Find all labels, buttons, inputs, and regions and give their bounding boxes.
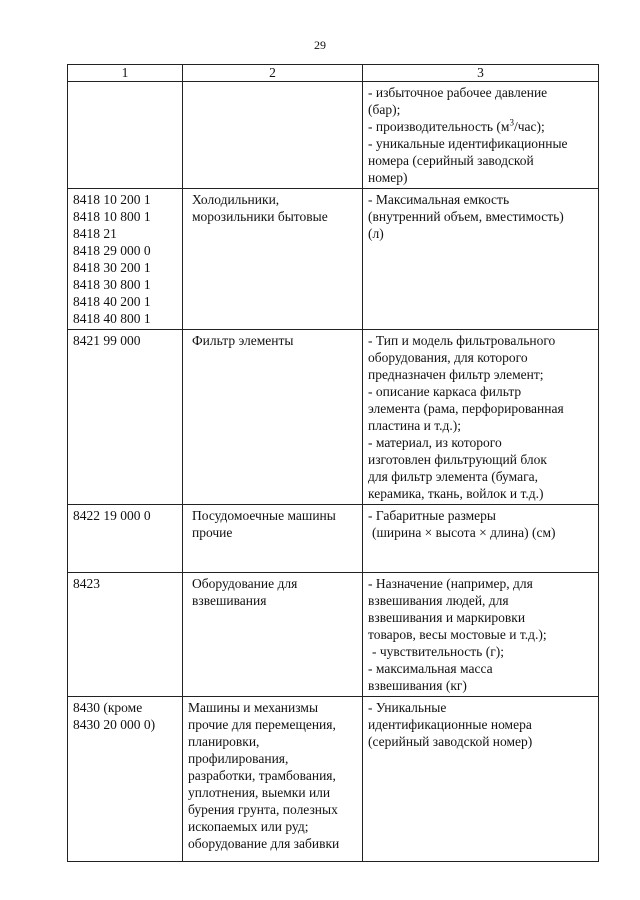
table-row bbox=[68, 82, 599, 189]
details-cell bbox=[363, 505, 599, 573]
detail-line: товаров, весы мостовые и т.д.); bbox=[368, 627, 547, 642]
detail-text: /час); bbox=[513, 119, 545, 134]
detail-line: - Тип и модель фильтровального bbox=[368, 333, 556, 348]
detail-line: - описание каркаса фильтр bbox=[368, 384, 522, 399]
name-cell bbox=[183, 697, 363, 862]
code-line: 8430 20 000 0) bbox=[73, 717, 156, 732]
customs-data-table bbox=[67, 64, 599, 862]
column-header-1: 1 bbox=[68, 65, 183, 82]
name-line: планировки, bbox=[188, 734, 260, 749]
detail-line: (внутренний объем, вместимость) bbox=[368, 209, 564, 224]
product-name: Холодильники, морозильники бытовые bbox=[192, 192, 328, 224]
code-line: 8418 10 800 1 bbox=[73, 209, 151, 224]
table-row bbox=[68, 189, 599, 330]
column-header-3: 3 bbox=[363, 65, 599, 82]
table-row bbox=[68, 330, 599, 505]
name-line: ископаемых или руд; bbox=[188, 819, 309, 834]
detail-line: пластина и т.д.); bbox=[368, 418, 462, 433]
name-cell bbox=[183, 189, 363, 330]
detail-line: - материал, из которого bbox=[368, 435, 502, 450]
detail-line: (л) bbox=[368, 226, 384, 241]
detail-line: для фильтр элемента (бумага, bbox=[368, 469, 538, 484]
name-line: бурения грунта, полезных bbox=[188, 802, 338, 817]
product-name: Посудомоечные машины прочие bbox=[192, 508, 336, 540]
product-name: Фильтр элементы bbox=[192, 333, 294, 348]
detail-line: номера (серийный заводской bbox=[368, 153, 534, 168]
product-name: Оборудование для взвешивания bbox=[192, 576, 298, 608]
detail-line: (бар); bbox=[368, 102, 401, 117]
detail-text: - производительность (м bbox=[368, 119, 510, 134]
code-line: 8430 (кроме bbox=[73, 700, 143, 715]
details-cell bbox=[363, 330, 599, 505]
table-header bbox=[68, 65, 599, 82]
code-cell bbox=[68, 82, 183, 189]
column-header-2: 2 bbox=[183, 65, 363, 82]
detail-line: - Габаритные размеры bbox=[368, 508, 496, 523]
detail-line: номер) bbox=[368, 170, 408, 185]
code-cell bbox=[68, 697, 183, 862]
name-line: прочие для перемещения, bbox=[188, 717, 336, 732]
detail-line: взвешивания и маркировки bbox=[368, 610, 526, 625]
name-line: разработки, трамбования, bbox=[188, 768, 336, 783]
detail-line: - максимальная масса bbox=[368, 661, 493, 676]
detail-line: (серийный заводской номер) bbox=[368, 734, 533, 749]
code-line: 8421 99 000 bbox=[73, 333, 141, 348]
detail-line: - Назначение (например, для bbox=[368, 576, 533, 591]
code-line: 8418 40 200 1 bbox=[73, 294, 151, 309]
detail-line: взвешивания (кг) bbox=[368, 678, 467, 693]
name-line: уплотнения, выемки или bbox=[188, 785, 331, 800]
detail-line bbox=[368, 118, 594, 135]
detail-line: оборудования, для которого bbox=[368, 350, 528, 365]
name-cell bbox=[183, 330, 363, 505]
table-row bbox=[68, 573, 599, 697]
name-line: Машины и механизмы bbox=[188, 700, 319, 715]
table-row bbox=[68, 697, 599, 862]
detail-line: элемента (рама, перфорированная bbox=[368, 401, 564, 416]
code-line: 8418 40 800 1 bbox=[73, 311, 151, 326]
table-row bbox=[68, 505, 599, 573]
details-cell bbox=[363, 82, 599, 189]
header-row bbox=[68, 65, 599, 82]
details-cell bbox=[363, 189, 599, 330]
code-line: 8423 bbox=[73, 576, 100, 591]
name-line: оборудование для забивки bbox=[188, 836, 340, 851]
code-line: 8418 29 000 0 bbox=[73, 243, 151, 258]
detail-line: керамика, ткань, войлок и т.д.) bbox=[368, 486, 544, 501]
detail-line: предназначен фильтр элемент; bbox=[368, 367, 544, 382]
code-cell bbox=[68, 189, 183, 330]
code-line: 8418 10 200 1 bbox=[73, 192, 151, 207]
code-line: 8418 21 bbox=[73, 226, 117, 241]
detail-line: идентификационные номера bbox=[368, 717, 532, 732]
name-cell bbox=[183, 505, 363, 573]
detail-line: изготовлен фильтрующий блок bbox=[368, 452, 547, 467]
detail-line: - избыточное рабочее давление bbox=[368, 85, 548, 100]
code-line: 8418 30 200 1 bbox=[73, 260, 151, 275]
name-cell bbox=[183, 82, 363, 189]
details-cell bbox=[363, 573, 599, 697]
detail-line: - Уникальные bbox=[368, 700, 447, 715]
code-cell bbox=[68, 573, 183, 697]
code-cell bbox=[68, 330, 183, 505]
detail-line: (ширина × высота × длина) (см) bbox=[372, 525, 556, 540]
details-cell bbox=[363, 697, 599, 862]
code-line: 8418 30 800 1 bbox=[73, 277, 151, 292]
superscript: 3 bbox=[509, 117, 514, 128]
detail-line: - Максимальная емкость bbox=[368, 192, 510, 207]
detail-line: взвешивания людей, для bbox=[368, 593, 509, 608]
name-cell bbox=[183, 573, 363, 697]
code-cell bbox=[68, 505, 183, 573]
name-line: профилирования, bbox=[188, 751, 289, 766]
detail-line: - уникальные идентификационные bbox=[368, 136, 568, 151]
page-number: 29 bbox=[314, 38, 326, 52]
detail-line: - чувствительность (г); bbox=[372, 644, 504, 659]
code-line: 8422 19 000 0 bbox=[73, 508, 151, 523]
